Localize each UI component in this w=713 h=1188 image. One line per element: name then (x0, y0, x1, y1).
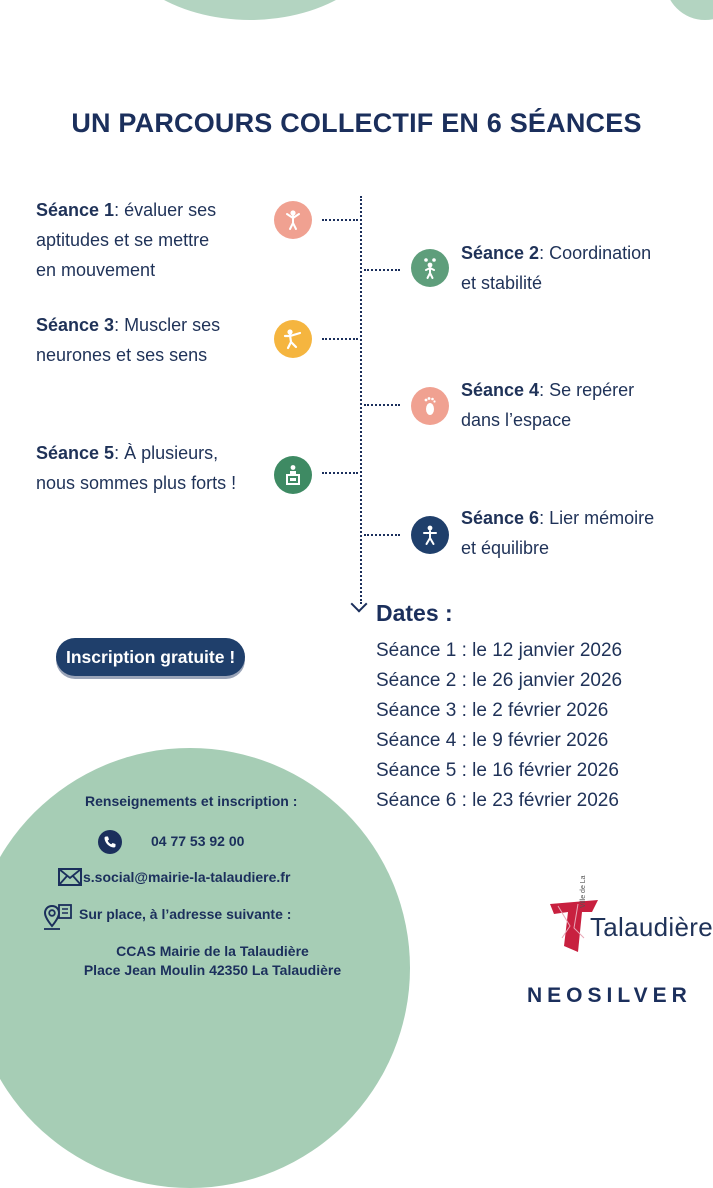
decorative-blob-corner (665, 0, 713, 20)
town-logo-name: Talaudière (590, 912, 713, 942)
session-1-line-1: : évaluer ses (114, 200, 217, 220)
person-balancing-icon (411, 516, 449, 554)
connector-session-5 (322, 472, 358, 474)
session-5-line-1: : À plusieurs, (114, 443, 219, 463)
session-4-line-1: : Se repérer (539, 380, 635, 400)
address-line-2: Place Jean Moulin 42350 La Talaudière (83, 962, 342, 978)
onsite-text: Sur place, à l’adresse suivante : (79, 906, 292, 922)
session-6-line-2: et équilibre (461, 538, 550, 558)
date-item: Séance 6 : le 23 février 2026 (376, 790, 619, 811)
connector-session-4 (364, 404, 400, 406)
session-4-line-2: dans l’espace (461, 410, 572, 430)
person-podium-icon (274, 456, 312, 494)
session-4-label: Séance 4 (461, 380, 540, 400)
session-5-label: Séance 5 (36, 443, 115, 463)
person-juggling-icon (411, 249, 449, 287)
session-3-text (36, 310, 220, 370)
page-title: UN PARCOURS COLLECTIF EN 6 SÉANCES (71, 108, 642, 138)
footprint-icon (411, 387, 449, 425)
timeline-arrow-icon (351, 596, 368, 613)
person-stretching-icon (274, 320, 312, 358)
neosilver-logo: NEOSILVER (527, 984, 692, 1007)
inscription-button[interactable]: Inscription gratuite ! (56, 638, 245, 676)
info-heading: Renseignements et inscription : (85, 793, 298, 809)
connector-session-1 (322, 219, 358, 221)
session-1-line-3: en mouvement (36, 260, 156, 280)
session-6-line-1: : Lier mémoire (539, 508, 655, 528)
date-item: Séance 3 : le 2 février 2026 (376, 700, 609, 721)
session-6-label: Séance 6 (461, 508, 540, 528)
session-2-text (461, 238, 651, 298)
session-5-line-2: nous sommes plus forts ! (36, 473, 237, 493)
session-1-text (36, 195, 216, 285)
session-1-line-2: aptitudes et se mettre (36, 230, 210, 250)
email-link[interactable]: s.social@mairie-la-talaudiere.fr (83, 869, 291, 885)
date-item: Séance 2 : le 26 janvier 2026 (376, 670, 623, 691)
connector-session-3 (322, 338, 358, 340)
session-3-line-2: neurones et ses sens (36, 345, 208, 365)
mail-icon (58, 867, 82, 892)
session-2-line-1: : Coordination (539, 243, 652, 263)
connector-session-2 (364, 269, 400, 271)
town-logo-small-text: Ville de La (580, 875, 587, 908)
phone-icon (98, 830, 122, 859)
address-block (40, 942, 385, 980)
session-1-label: Séance 1 (36, 200, 115, 220)
session-2-label: Séance 2 (461, 243, 540, 263)
session-4-text (461, 375, 634, 435)
date-item: Séance 1 : le 12 janvier 2026 (376, 640, 623, 661)
dates-title: Dates : (376, 600, 453, 626)
session-2-line-2: et stabilité (461, 273, 543, 293)
connector-session-6 (364, 534, 400, 536)
address-line-1: CCAS Mairie de la Talaudière (116, 943, 309, 959)
session-3-label: Séance 3 (36, 315, 115, 335)
location-building-icon (42, 902, 74, 937)
timeline-line (360, 196, 362, 604)
date-item: Séance 5 : le 16 février 2026 (376, 760, 619, 781)
session-5-text (36, 438, 236, 498)
person-arms-raised-icon (274, 201, 312, 239)
session-6-text (461, 503, 654, 563)
session-3-line-1: : Muscler ses (114, 315, 221, 335)
decorative-blob-top (110, 0, 390, 20)
date-item: Séance 4 : le 9 février 2026 (376, 730, 609, 751)
phone-number[interactable]: 04 77 53 92 00 (151, 833, 245, 849)
dates-list (376, 636, 622, 816)
